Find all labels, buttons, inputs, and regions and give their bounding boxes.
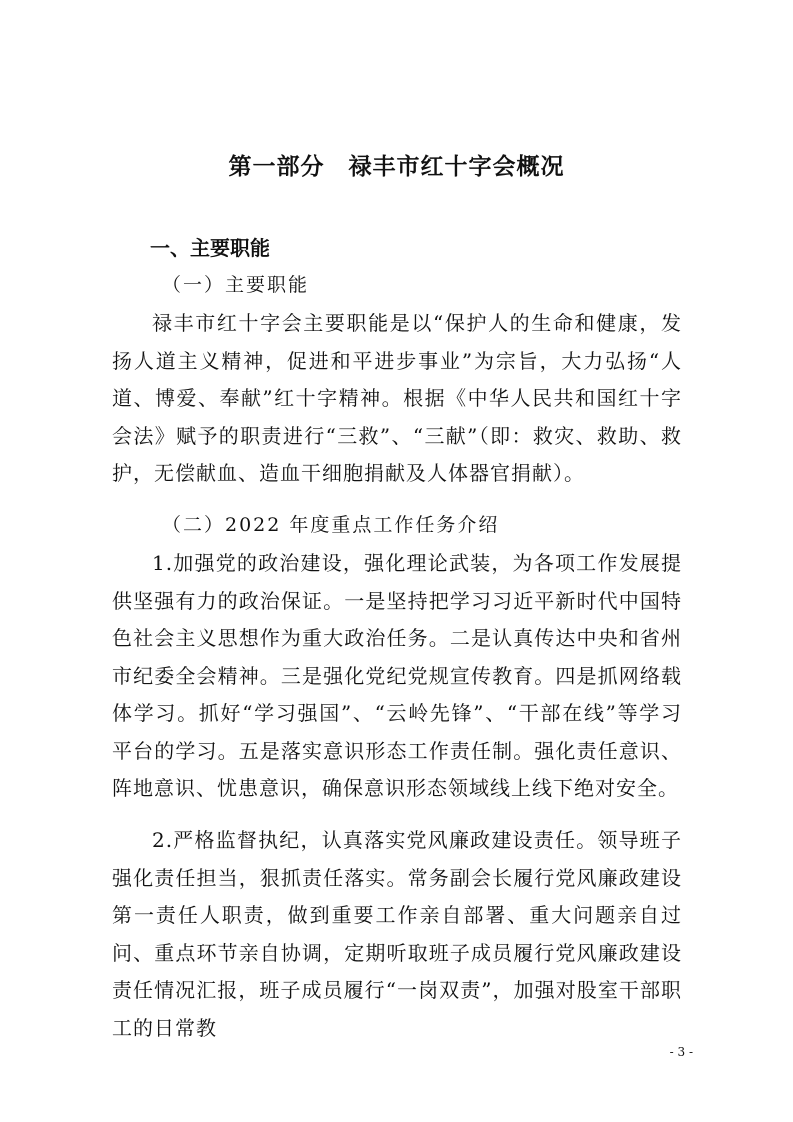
paragraph-task-2: 2.严格监督执纪，认真落实党风廉政建设责任。领导班子强化责任担当，狠抓责任落实。常务副会长履行党风廉政建设第一责任人职责，做到重要工作亲自部署、重大问题亲自过问、重点环节亲自协调，定期听取班子成员履行党风廉政建设责任情况汇报，班子成员履行“一岗双责”，加强对股室干部职工的日常教	[112, 828, 682, 1040]
subsection-heading-2022-tasks: （二）2022 年度重点工作任务介绍	[162, 514, 500, 536]
page-title: 第一部分 禄丰市红十字会概况	[228, 154, 565, 180]
paragraph-task-1: 1.加强党的政治建设，强化理论武装，为各项工作发展提供坚强有力的政治保证。一是坚持把学习习近平新时代中国特色社会主义思想作为重大政治任务。二是认真传达中央和省州市纪委全会精神。三是强化党纪党规宣传教育。四是抓网络载体学习。抓好“学习强国”、“云岭先锋”、“干部在线”等学习平台的学习。五是落实意识形态工作责任制。强化责任意识、阵地意识、忧患意识，确保意识形态领域线上线下绝对安全。	[112, 551, 682, 800]
subsection-heading-main-functions: （一）主要职能	[162, 274, 310, 296]
paragraph-functions: 禄丰市红十字会主要职能是以“保护人的生命和健康，发扬人道主义精神，促进和平进步事业”为宗旨，大力弘扬“人道、博爱、奉献”红十字精神。根据《中华人民共和国红十字会法》赋予的职责进行“三救”、“三献”（即：救灾、救助、救护，无偿献血、造血干细胞捐献及人体器官捐献）。	[112, 311, 682, 485]
section-heading: 一、主要职能	[150, 236, 270, 260]
page-number: - 3 -	[669, 1045, 693, 1059]
